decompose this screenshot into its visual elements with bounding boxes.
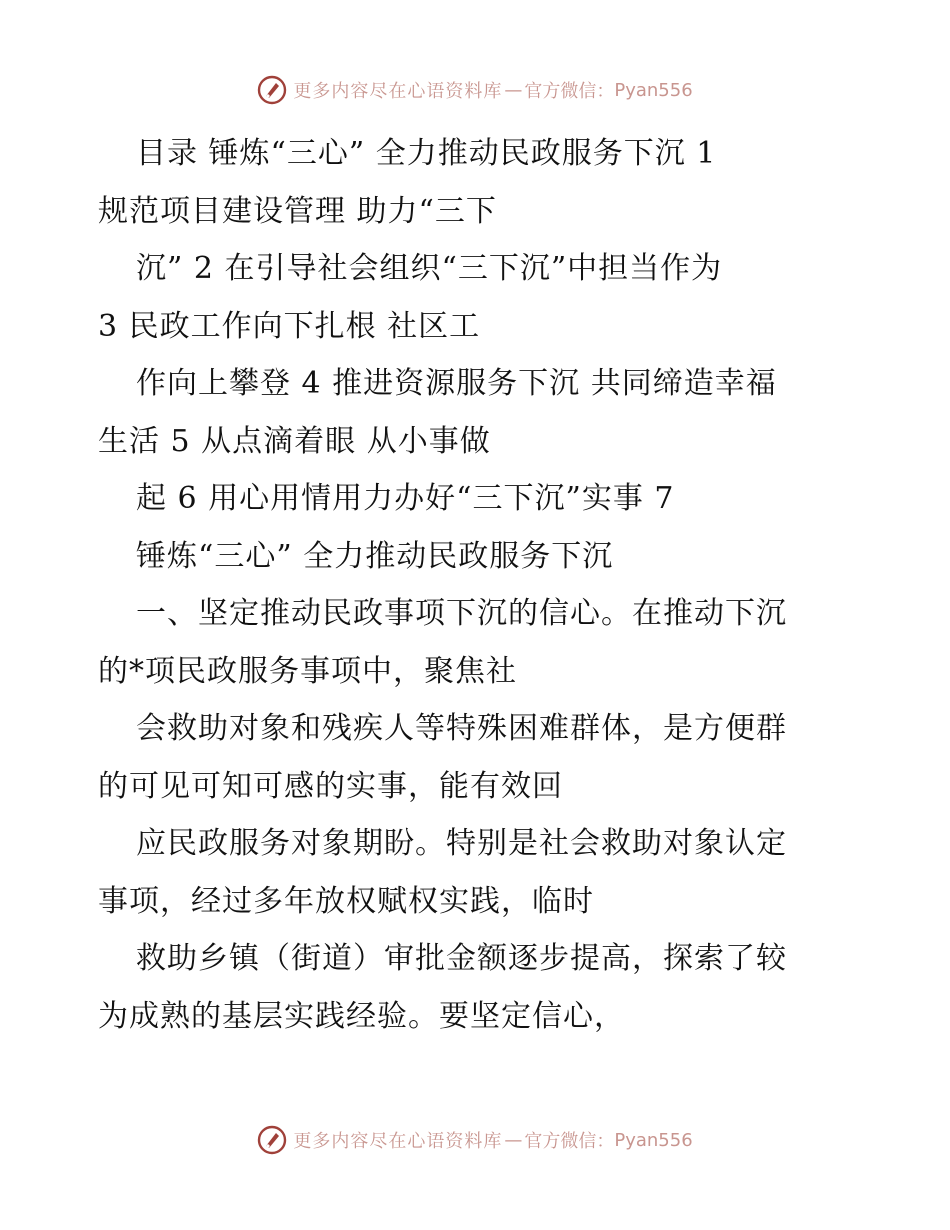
text-line: 起 6 用心用情用力办好“三下沉”实事 7 [136, 481, 675, 516]
text-line: 作向上攀登 4 推进资源服务下沉 共同缔造幸福 [136, 366, 777, 401]
text-line: 一、坚定推动民政事项下沉的信心。在推动下沉 [136, 596, 787, 631]
pen-nib-logo-icon [257, 75, 287, 105]
watermark-wechat-label: 官方微信： [524, 1131, 615, 1152]
text-line: 目录 锤炼“三心” 全力推动民政服务下沉 1 [136, 136, 717, 171]
text-line: 事项，经过多年放权赋权实践，临时 [98, 883, 594, 919]
text-line: 会救助对象和残疾人等特殊困难群体，是方便群 [136, 711, 787, 746]
watermark-brand: 更多内容尽在心语资料库 [293, 81, 503, 102]
document-body [98, 125, 858, 1045]
text-line: 3 民政工作向下扎根 社区工 [98, 308, 481, 344]
watermark-separator: — [504, 79, 523, 101]
text-line: 的可见可知可感的实事，能有效回 [98, 768, 563, 804]
text-line: 应民政服务对象期盼。特别是社会救助对象认定 [136, 826, 787, 861]
text-line: 为成熟的基层实践经验。要坚定信心， [98, 998, 625, 1034]
watermark-separator: — [504, 1129, 523, 1151]
text-line: 救助乡镇（街道）审批金额逐步提高，探索了较 [136, 941, 787, 976]
text-line: 规范项目建设管理 助力“三下 [98, 193, 497, 229]
text-line: 的*项民政服务事项中，聚焦社 [98, 653, 517, 689]
text-line: 生活 5 从点滴着眼 从小事做 [98, 423, 491, 459]
watermark-wechat-label: 官方微信： [524, 81, 615, 102]
text-line: 沉” 2 在引导社会组织“三下沉”中担当作为 [136, 251, 723, 286]
section-heading: 锤炼“三心” 全力推动民政服务下沉 [136, 538, 614, 574]
footer-watermark [0, 1122, 950, 1158]
pen-nib-logo-icon [257, 1125, 287, 1155]
header-watermark [0, 72, 950, 108]
watermark-brand: 更多内容尽在心语资料库 [293, 1131, 503, 1152]
watermark-wechat-id: Pyan556 [614, 1129, 693, 1151]
watermark-wechat-id: Pyan556 [614, 79, 693, 101]
